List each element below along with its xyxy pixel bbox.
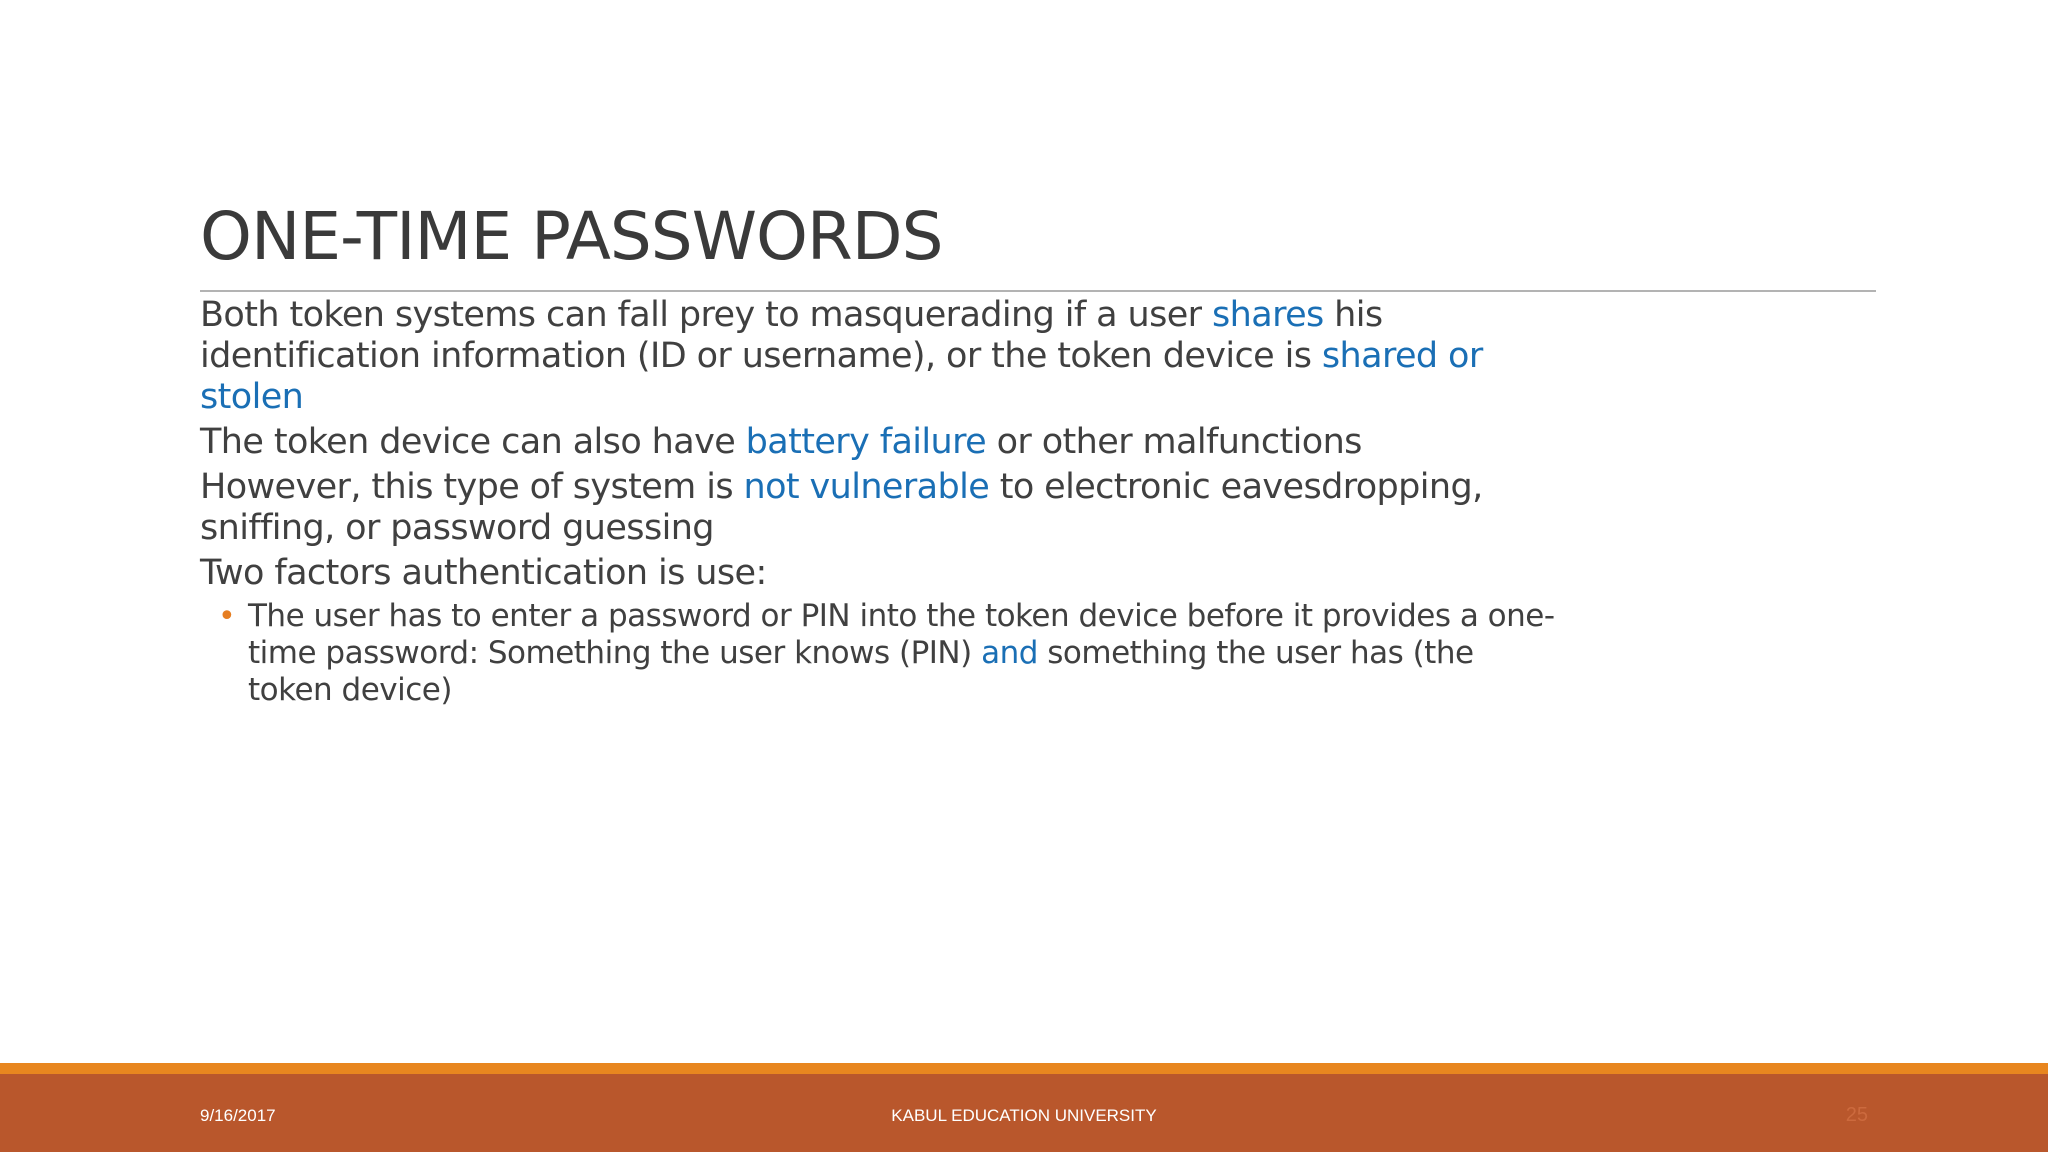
footer-date: 9/16/2017 — [200, 1106, 276, 1125]
paragraph-text: Both token systems can fall prey to masquerading if a user — [200, 295, 1212, 335]
paragraph-two-factors — [200, 553, 1560, 594]
highlight-and: and — [981, 635, 1038, 671]
highlight-battery-failure: battery failure — [745, 422, 987, 462]
paragraph-text: The token device can also have — [200, 422, 746, 462]
highlight-shared-or-stolen: shared or stolen — [200, 336, 1483, 417]
footer-accent-stripe — [0, 1063, 2048, 1074]
slide-number: 25 — [1845, 1104, 1868, 1126]
footer-organization: KABUL EDUCATION UNIVERSITY — [891, 1106, 1157, 1125]
paragraph-text: However, this type of system is — [200, 467, 744, 507]
slide-title: ONE-TIME PASSWORDS — [200, 198, 943, 275]
paragraph-battery — [200, 422, 1560, 463]
footer-bar — [0, 1074, 2048, 1152]
slide-body — [200, 295, 1560, 709]
highlight-not-vulnerable: not vulnerable — [743, 467, 990, 507]
paragraph-masquerading — [200, 295, 1560, 418]
bullet-text: something the user has (the token device) — [248, 635, 1474, 708]
highlight-shares: shares — [1212, 295, 1324, 335]
paragraph-not-vulnerable — [200, 467, 1560, 549]
paragraph-text: his identification information (ID or username), or the token device is — [200, 295, 1383, 376]
bullet-text: The user has to enter a password or PIN into the token device before it provides a one-time password: Something the user knows (PIN) — [248, 598, 1555, 671]
bullet-marker-icon: • — [218, 599, 236, 634]
paragraph-text: Two factors authentication is use: — [200, 553, 767, 593]
paragraph-text: to electronic eavesdropping, sniffing, or password guessing — [200, 467, 1483, 548]
paragraph-text: or other malfunctions — [986, 422, 1362, 462]
title-divider — [200, 290, 1876, 292]
bullet-item — [218, 598, 1558, 709]
